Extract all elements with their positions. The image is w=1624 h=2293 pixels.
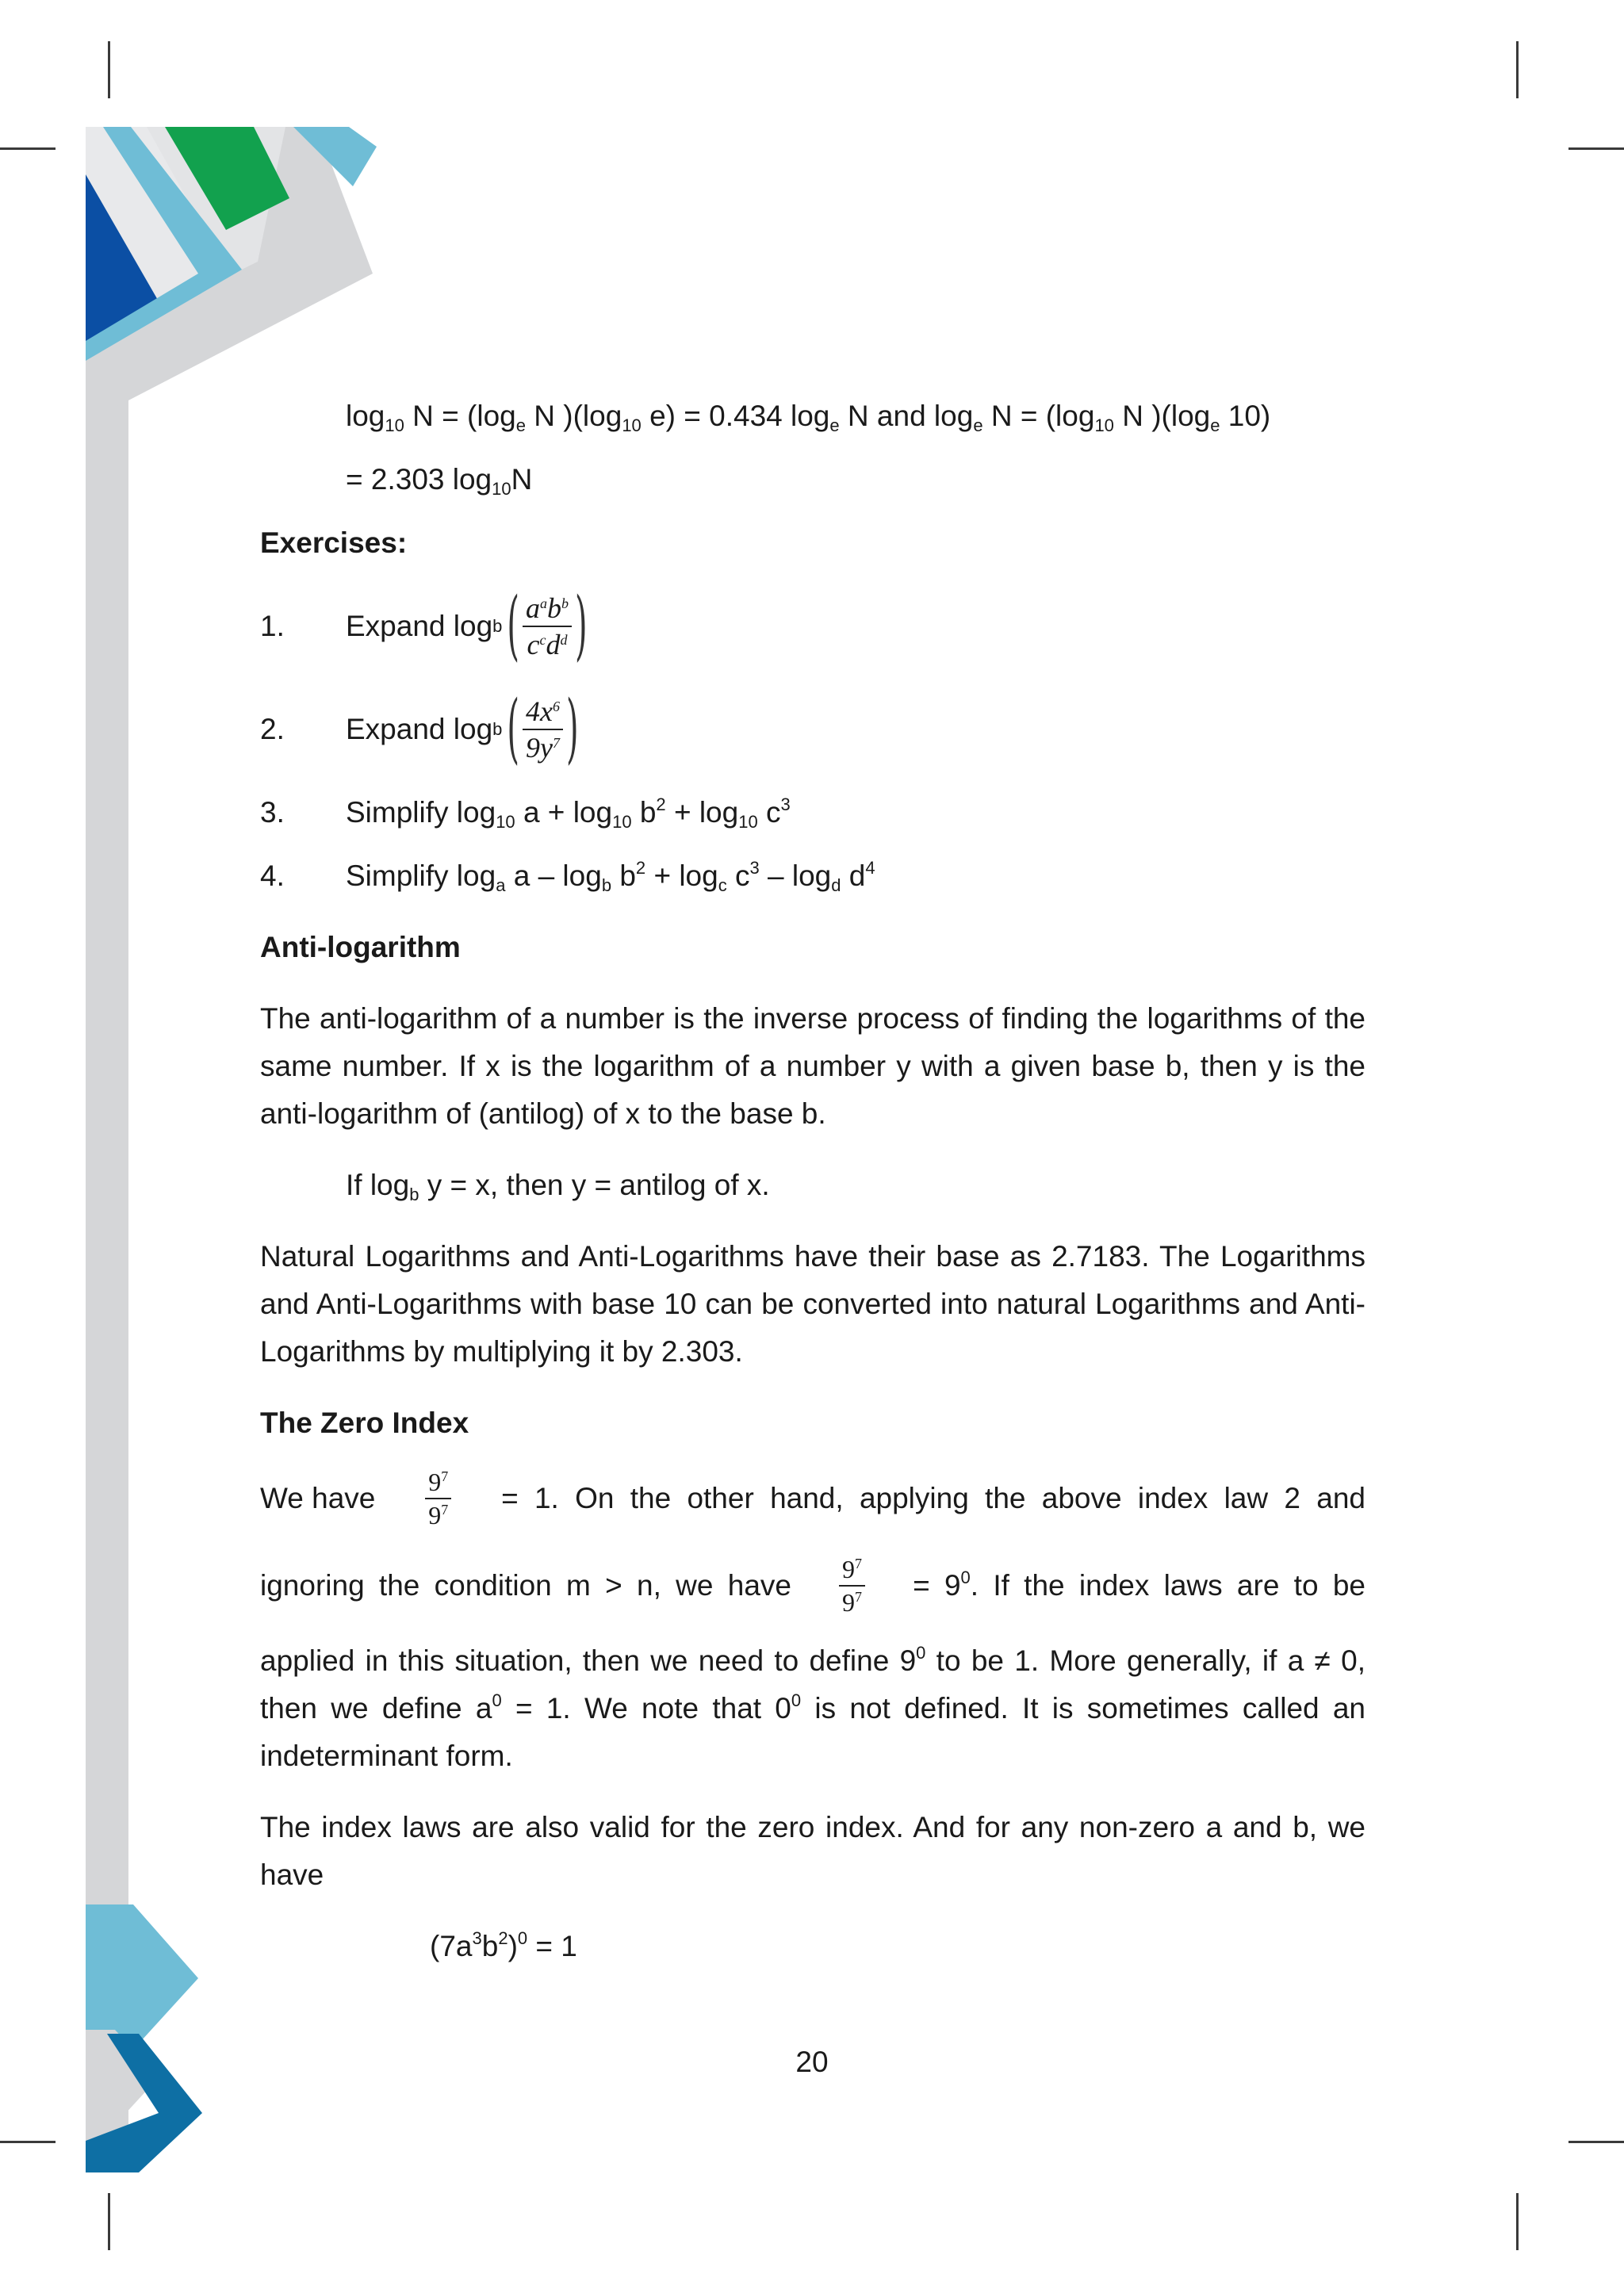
exercise-text: Simplify $\log_a a - \log_b b^2 + \log_c c^3 - \log_d d^4$ — [346, 858, 875, 895]
text: N = (log — [404, 400, 516, 432]
text: = $9^0$. If the index laws are to be — [913, 1568, 1365, 1602]
denominator: $c^cd^d$ — [527, 629, 568, 660]
text: N — [511, 463, 533, 496]
text: Expand log — [346, 713, 493, 745]
exercises-heading: Exercises: — [260, 526, 408, 559]
denominator: $9^7$ — [428, 1501, 449, 1529]
page-number: 20 — [795, 2046, 829, 2078]
numerator: $9^7$ — [839, 1553, 865, 1587]
denominator: $9y^7$ — [526, 732, 560, 764]
numerator: $9^7$ — [425, 1466, 451, 1499]
subscript: e — [1210, 415, 1220, 435]
right-paren: ) — [575, 582, 588, 671]
antilog-paragraph: The anti-logarithm of a number is the inverse process of finding the logarithms of the same number. If x is the logarithm of a number y with a given base b, then y is the anti-logarithm of (antilog) of x to the base b. — [260, 1002, 1365, 1130]
subscript: e — [973, 415, 983, 435]
subscript: e — [515, 415, 526, 435]
text: log — [346, 400, 385, 432]
zero-index-line — [260, 1550, 1365, 1621]
fraction — [519, 694, 566, 765]
subscript: 10 — [1094, 415, 1114, 435]
exercise-text: Simplify $\log_{10} a + \log_{10} b^2 + \log_{10} c^3$ — [346, 794, 791, 832]
text: = 1. On the other hand, applying the above index law 2 and — [501, 1482, 1365, 1514]
fraction — [836, 1553, 868, 1618]
fraction — [422, 1466, 454, 1531]
text: N )(log — [526, 400, 622, 432]
exercise-item — [260, 789, 1365, 836]
zero-index-paragraph: applied in this situation, then we need to define $9^0$ to be 1. More generally, if a ≠ 0, then we define $a^0 = 1$. We note that $0^0$ is not defined. It is sometimes called an indeterminant form. — [260, 1643, 1366, 1772]
crop-mark — [1568, 2141, 1624, 2143]
subscript: 10 — [492, 479, 511, 499]
page-content — [260, 392, 1365, 1970]
crop-mark — [1516, 2193, 1519, 2250]
fraction-group — [507, 582, 588, 671]
fraction — [519, 591, 575, 662]
zero-index-heading: The Zero Index — [260, 1407, 469, 1439]
zero-index-line — [260, 1463, 1365, 1534]
text: Expand log — [346, 610, 493, 642]
exercise-item: 1. Expand log b ( $\frac{a^ab^b}{c^cd^d}$ ) — [260, 583, 1365, 670]
antilog-heading: Anti-logarithm — [260, 931, 461, 963]
subscript: e — [829, 415, 840, 435]
text: = 2.303 log — [346, 463, 492, 496]
fraction-group — [507, 685, 579, 774]
text: N and log — [839, 400, 974, 432]
antilog-definition: If $\log_b y = x$, then y = antilog of x. — [346, 1169, 770, 1204]
right-paren: ) — [566, 685, 579, 774]
zero-index-example: $(7a^3b^2)^0 = 1$ — [430, 1928, 577, 1962]
natural-log-paragraph: Natural Logarithms and Anti-Logarithms have their base as 2.7183. The Logarithms and Anti-Logarithms with base 10 can be converted into natural Logarithms and Anti-Logarithms by multiplying it by 2.303. — [260, 1240, 1365, 1368]
item-number: 4. — [260, 859, 285, 892]
text: 10) — [1220, 400, 1271, 432]
left-paren: ( — [507, 582, 520, 671]
exercise-item: 2. Expand log b ( $\frac{4x^6}{9y^7}$ ) — [260, 686, 1365, 773]
left-paren: ( — [507, 685, 520, 774]
subscript: 10 — [622, 415, 642, 435]
denominator: $9^7$ — [842, 1588, 863, 1617]
item-number: 1. — [260, 610, 285, 642]
item-number: 3. — [260, 796, 285, 829]
formula-line — [260, 392, 1365, 440]
exercise-item — [260, 852, 1365, 900]
text: N )(log — [1113, 400, 1211, 432]
text: N = (log — [982, 400, 1095, 432]
text: We have — [260, 1482, 376, 1514]
text: ignoring the condition m > n, we have — [260, 1569, 791, 1602]
zero-index-paragraph-2: The index laws are also valid for the zero index. And for any non-zero a and b, we have — [260, 1811, 1365, 1891]
numerator: $a^ab^b$ — [523, 591, 572, 627]
numerator: $4x^6$ — [523, 694, 563, 730]
crop-mark — [1516, 41, 1519, 98]
subscript: 10 — [385, 415, 404, 435]
item-number: 2. — [260, 713, 285, 745]
text: e) = 0.434 log — [641, 400, 830, 432]
formula-line — [260, 456, 1365, 503]
crop-mark — [1568, 147, 1624, 150]
